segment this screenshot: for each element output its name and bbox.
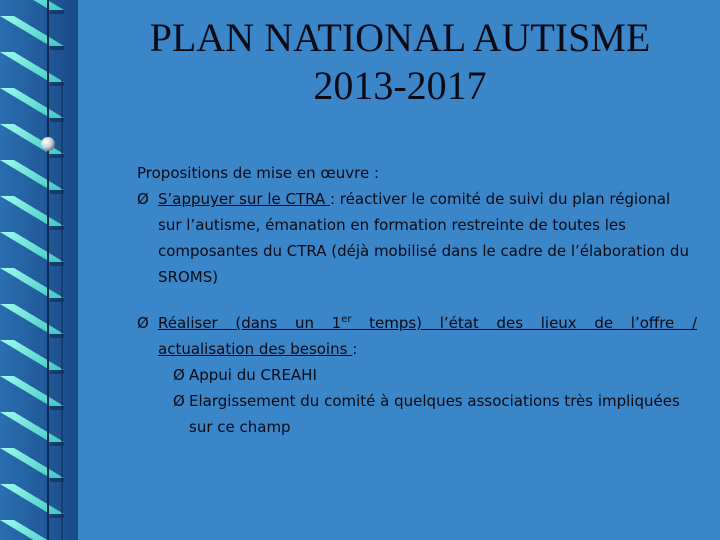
bullet1-text: : réactiver le comité de suivi du plan régional sur l’autisme, émanation en formation restreinte de toutes les composantes du CTRA (déjà mobilisé dans le cadre de l’élaboration du SROMS) (158, 190, 689, 286)
sub-item-2 (137, 388, 697, 440)
sub-item-2-text: Elargissement du comité à quelques associations très impliquées sur ce champ (189, 392, 680, 436)
bullet2-colon: : (352, 340, 358, 358)
sub-item-1-text: Appui du CREAHI (189, 366, 317, 384)
stripe-shadow (50, 46, 64, 50)
slide-title (90, 14, 710, 110)
slide-content (137, 160, 697, 440)
bullet2-part-a: Réaliser (dans un 1 (158, 314, 342, 332)
arrow-bullet-icon: Ø (173, 366, 185, 384)
arrow-bullet-icon: Ø (137, 190, 149, 208)
bullet2-line2 (158, 336, 697, 362)
bullet2-underlined: actualisation des besoins (158, 340, 353, 358)
arrow-bullet-icon: Ø (173, 392, 185, 410)
bullet2-part-b: temps) l’état des lieux de l’offre / (351, 314, 698, 332)
bullet-item-1 (137, 186, 697, 290)
bullet1-underlined: S’appuyer sur le CTRA (158, 190, 330, 208)
stripe-shadow (50, 10, 64, 14)
decorative-sidebar (0, 0, 100, 540)
bullet2-superscript: er (341, 314, 352, 325)
title-line-2: 2013-2017 (313, 63, 487, 108)
bullet2-line1 (158, 310, 697, 336)
arrow-bullet-icon: Ø (137, 314, 149, 332)
bullet-orb (41, 137, 55, 151)
intro-text: Propositions de mise en œuvre : (137, 164, 380, 182)
bullet-item-2 (137, 310, 697, 362)
title-line-1: PLAN NATIONAL AUTISME (149, 15, 651, 60)
sub-item-1 (137, 362, 697, 388)
